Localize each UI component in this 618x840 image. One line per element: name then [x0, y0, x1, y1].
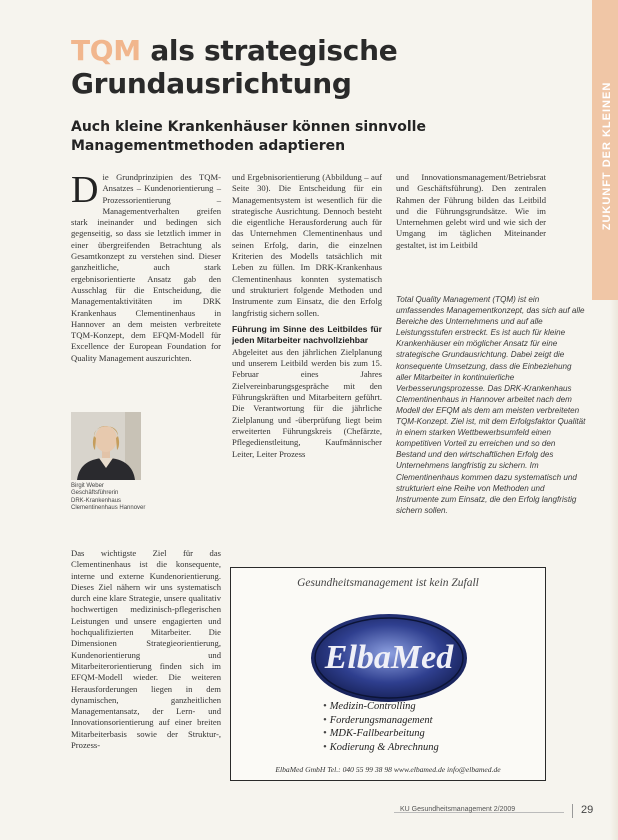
- article-column-1-lower: [71, 548, 221, 751]
- ad-headline: Gesundheitsmanagement ist kein Zufall: [297, 577, 479, 589]
- col3-paragraph-1: und Innovationsmanagement/Betriebsrat und Geschäftsführung). Den zentralen Rahmen der Führung bilden das Leitbild und die Führungsgrundsätze. Wie im Unternehmen gelebt wird und wie sich der Umgang im täglichen Miteinander gestaltet, ist im Leitbild: [396, 172, 546, 250]
- author-photo: [71, 412, 141, 480]
- title-rest: als strategische Grundausrichtung: [71, 34, 398, 100]
- ad-contact-line: ElbaMed GmbH Tel.: 040 55 99 38 98 www.elbamed.de info@elbamed.de: [275, 765, 501, 774]
- service-list: [323, 700, 523, 754]
- caption-role: Geschäftsführerin: [71, 490, 119, 497]
- section-label: ZUKUNFT DER KLEINEN: [601, 81, 613, 231]
- bullet-icon: •: [323, 741, 327, 753]
- col2-paragraph-2: Abgeleitet aus den jährlichen Zielplanung und unserem Leitbild werden bis zum 15. Februar eines Jahres Zielvereinbarungsgespräche mit den Führungskräften und Mitarbeitern geführt. Die Verantwortung für die jährliche Zielplanung und -überprüfung liegt beim erweiterten Führungskreis (Chefärzte, Pflegedienstleitung, Kaufmännischer Leiter, Leiter Prozess: [232, 346, 382, 459]
- drop-cap: D: [71, 169, 99, 211]
- page-number: 29: [581, 804, 594, 816]
- article-column-3: [396, 172, 546, 251]
- bullet-icon: •: [323, 714, 327, 726]
- article-subtitle: Auch kleine Krankenhäuser können sinnvolle Managementmethoden adaptieren: [71, 119, 426, 154]
- bullet-icon: •: [323, 728, 327, 740]
- caption-name: Birgit Weber: [71, 483, 104, 489]
- service-item: • MDK-Fallbearbeitung: [323, 728, 425, 740]
- service-item: • Medizin-Controlling: [323, 701, 416, 712]
- caption-org: DRK-Krankenhaus: [71, 497, 122, 504]
- page-spine-shadow: [610, 300, 618, 840]
- footer-divider: [572, 804, 573, 818]
- article-title: [71, 34, 541, 100]
- logo-wordmark: ElbaMed: [324, 639, 454, 676]
- intro-paragraph: ie Grundprinzipien des TQM-Ansatzes – Kundenorientierung – Prozessorientierung – Managementverhalten greifen stark ineinander und bedingen sich gegenseitig, so dass sie letztlich immer in einer übergreifenden Betrachtung als Gesamtkonzept zu verstehen sind. Dieser ganzheitliche, auch stark ergebnisorientierte Ansatz gab den Ausschlag für die Entscheidung, die Managementaktivitäten im DRK Krankenhaus Clementinenhaus in Hannover an dem meisten verbreitete TQM-Konzept, dem EFQM-Modell für Excellence der European Foundation for Quality Management auszurichten.: [71, 172, 221, 363]
- article-column-1-upper: [71, 169, 221, 364]
- photo-caption: [71, 483, 161, 513]
- bullet-icon: •: [323, 701, 327, 712]
- service-item: • Kodierung & Abrechnung: [323, 741, 439, 753]
- title-accent: TQM: [71, 34, 141, 67]
- section-side-tab: [592, 0, 618, 300]
- caption-place: Clementinenhaus Hannover: [71, 505, 146, 512]
- advertisement: [230, 567, 546, 781]
- service-item: • Forderungsmanagement: [323, 714, 433, 726]
- page-footer: [0, 805, 618, 825]
- article-column-2: [232, 172, 382, 460]
- section-heading: Führung im Sinne des Leitbildes für jeden Mitarbeiter nachvollziehbar: [232, 323, 382, 345]
- lower-paragraph: Das wichtigste Ziel für das Clementinenhaus ist die konsequente, interne und externe Kundenorientierung. Dieses Ziel nähern wir uns systematisch durch eine klare Strategie, unsere qualitativ hochwertigen medizinisch-pflegerischen Leistungen und unsere engagierten und hochqualifizierten Mitarbeiter. Die Dimensionen Strategieorientierung, Kundenorientierung und Mitarbeiterorientierung finden sich im EFQM-Modell wieder. Die weiteren Herausforderungen liegen in dem dynamischen, ganzheitlichen Managementansatz, der Lern- und Innovationsorientierung auf einer breiten Mitarbeiterbasis sowie der Struktur-, Prozess-: [71, 548, 221, 751]
- teaser-text: Total Quality Management (TQM) ist ein umfassendes Managementkonzept, das sich auf alle Bereiche des Unternehmens und auf alle Leistungsstufen erstreckt. Es ist auch für kleine Krankenhäuser ein möglicher Ansatz für eine strategische Grundausrichtung. Dabei zeigt die konsequente Umsetzung, dass die Einbeziehung aller Mitarbeiter in kontinuierliche Verbesserungsprozesse. Das DRK-Krankenhaus Clementinenhaus in Hannover arbeitet nach dem Modell der EFQM als dem am meisten verbreiteten TQM-Konzept. Ziel ist, mit dem Erfolgsfaktor Qualität in einem starken Wettbewerbsumfeld einen kompetitiven Vorteil zu erreichen und so den Bestand und den wirtschaftlichen Erfolg des Unternehmens langfristig zu sichern. Im Clementinenhaus kommen dazu systematisch und strukturiert eine Reihe von Methoden und Instrumente zum Einsatz, die den Erfolg langfristig sichern sollen.: [396, 295, 586, 515]
- col2-paragraph-1: und Ergebnisorientierung (Abbildung – auf Seite 30). Die Entscheidung für ein Managementsystem ist wesentlich für die strategische Ausrichtung. Dennoch besteht die eigentliche Herausforderung auch für das Unternehmen Clementinenhaus und seinen Erfolg, darin, die einzelnen Kriterien des Modells tatsächlich mit Leben zu füllen. Im DRK-Krankenhaus Clementinenhaus konnten systematisch und strukturiert folgende Methoden und Instrumente zum Einsatz, die den Erfolg langfristig sichern sollen.: [232, 172, 382, 318]
- teaser-box: [396, 294, 586, 516]
- elbamed-logo: [309, 608, 469, 708]
- footer-magazine: KU Gesundheitsmanagement 2/2009: [400, 806, 516, 813]
